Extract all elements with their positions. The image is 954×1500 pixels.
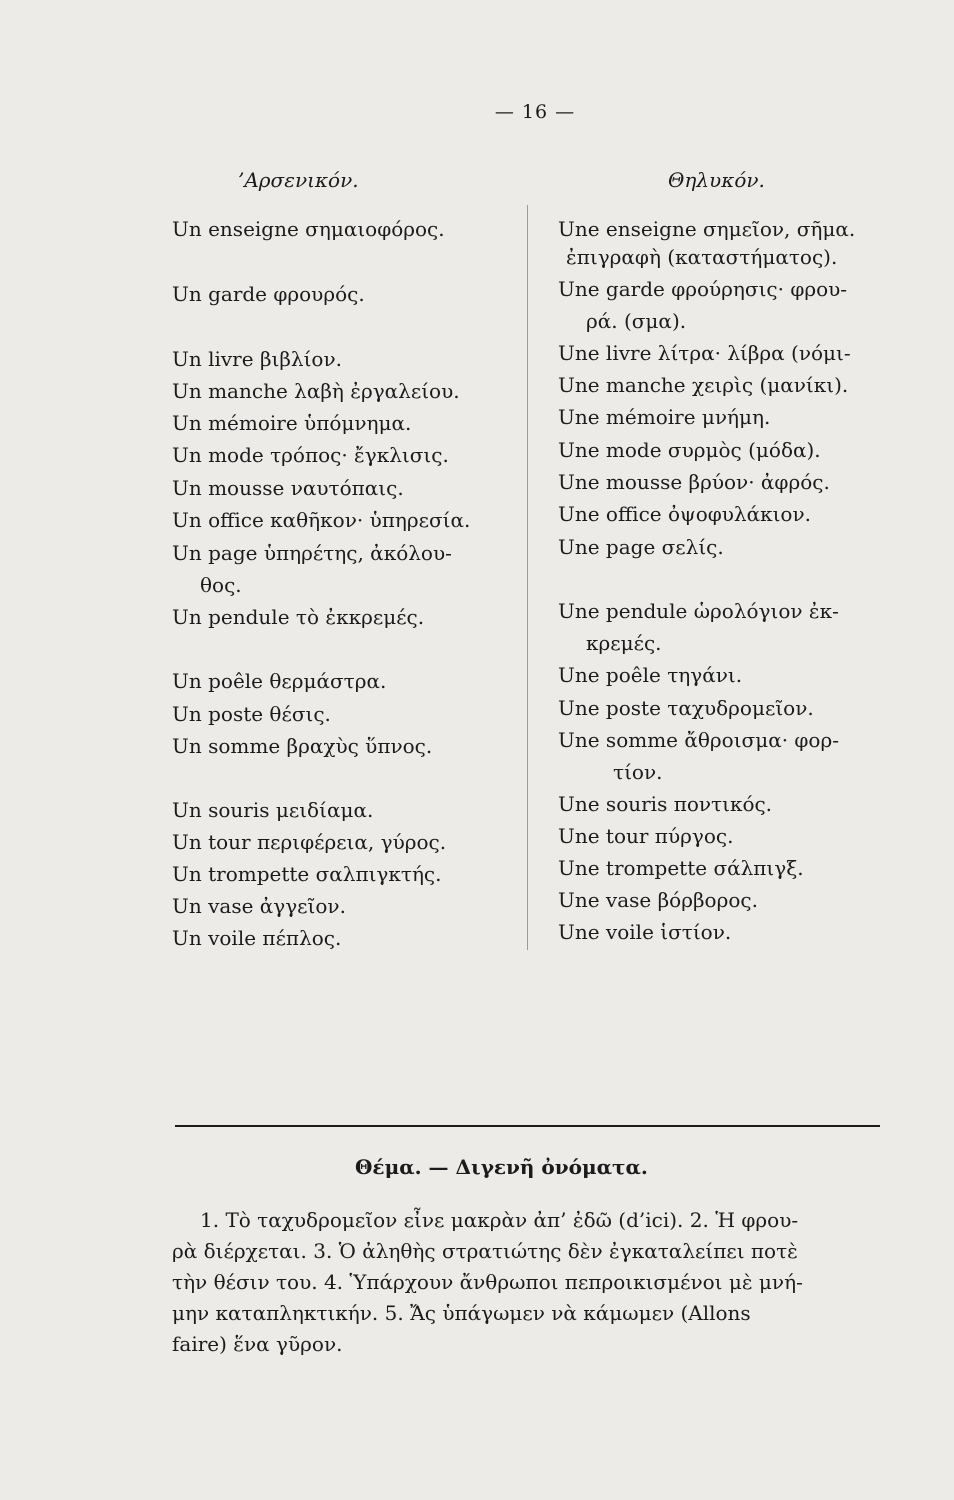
entry-un-somme: Un somme βραχὺς ὕπνος. [172,734,433,758]
entry-un-voile: Un voile πέπλος. [172,926,342,950]
entry-une-somme-cont: τίον. [613,760,663,784]
entry-une-tour: Une tour πύργος. [558,824,734,848]
entry-une-manche: Une manche χειρὶς (μανίκι). [558,373,849,397]
entry-une-page: Une page σελίς. [558,535,724,559]
entry-un-vase: Un vase ἀγγεῖον. [172,894,346,918]
exercise-title: Θέμα. — Διγενῆ ὀνόματα. [355,1155,648,1179]
section-rule [175,1125,880,1127]
entry-une-souris: Une souris ποντικός. [558,792,773,816]
entry-un-poele: Un poêle θερμάστρα. [172,669,387,693]
entry-une-garde: Une garde φρούρησις· φρου- [558,277,848,301]
exercise-line: 1. Τὸ ταχυδρομεῖον εἶνε μακρὰν ἀπ’ ἐδῶ (d’ici). 2. Ἡ φρου- [200,1208,799,1232]
entry-un-souris: Un souris μειδίαμα. [172,798,374,822]
entry-une-voile: Une voile ἱστίον. [558,920,732,944]
entry-une-poele: Une poêle τηγάνι. [558,663,743,687]
entry-une-office: Une office ὀψοφυλάκιον. [558,502,811,526]
entry-un-manche: Un manche λαβὴ ἐργαλείου. [172,379,460,403]
entry-une-memoire: Une mémoire μνήμη. [558,405,771,429]
entry-une-livre: Une livre λίτρα· λίβρα (νόμι- [558,341,851,365]
masculine-header: ’Αρσενικόν. [238,168,359,192]
exercise-line: ρὰ διέρχεται. 3. Ὁ ἀληθὴς στρατιώτης δὲν ἐγκαταλείπει ποτὲ [172,1239,798,1263]
exercise-line: τὴν θέσιν του. 4. Ὑπάρχουν ἄνθρωποι πεπροικισμένοι μὲ μνή- [172,1270,803,1294]
entry-une-mousse: Une mousse βρύον· ἀφρός. [558,470,830,494]
column-divider [527,205,528,950]
entry-un-memoire: Un mémoire ὑπόμνημα. [172,411,412,435]
entry-un-tour: Un tour περιφέρεια, γύρος. [172,830,447,854]
entry-un-page-cont: θος. [200,573,242,597]
entry-une-enseigne-cont: ἐπιγραφὴ (καταστήματος). [566,245,838,269]
entry-un-enseigne: Un enseigne σημαιοφόρος. [172,217,445,241]
entry-une-vase: Une vase βόρβορος. [558,888,758,912]
entry-une-somme: Une somme ἄθροισμα· φορ- [558,728,839,752]
entry-une-enseigne: Une enseigne σημεῖον, σῆμα. [558,217,856,241]
exercise-line: μην καταπληκτικήν. 5. Ἄς ὑπάγωμεν νὰ κάμωμεν (Allons [172,1301,751,1325]
entry-une-poste: Une poste ταχυδρομεῖον. [558,696,814,720]
entry-une-pendule: Une pendule ὡρολόγιον ἐκ- [558,599,839,623]
entry-un-office: Un office καθῆκον· ὑπηρεσία. [172,508,471,532]
feminine-header: Θηλυκόν. [668,168,765,192]
entry-un-livre: Un livre βιβλίον. [172,347,342,371]
page-number: — 16 — [494,101,576,123]
entry-une-mode: Une mode συρμὸς (μόδα). [558,438,821,462]
entry-un-pendule: Un pendule τὸ ἐκκρεμές. [172,605,425,629]
exercise-body [172,1205,884,1360]
entry-une-trompette: Une trompette σάλπιγξ. [558,856,804,880]
entry-un-poste: Un poste θέσις. [172,702,331,726]
entry-un-mode: Un mode τρόπος· ἔγκλισις. [172,443,449,467]
entry-un-mousse: Un mousse ναυτόπαις. [172,476,404,500]
entry-une-garde-cont: ρά. (σμα). [586,309,687,333]
entry-une-pendule-cont: κρεμές. [586,631,662,655]
entry-un-page: Un page ὑπηρέτης, ἀκόλου- [172,541,452,565]
entry-un-trompette: Un trompette σαλπιγκτής. [172,862,442,886]
entry-un-garde: Un garde φρουρός. [172,282,365,306]
exercise-line: faire) ἕνα γῦρον. [172,1332,343,1356]
